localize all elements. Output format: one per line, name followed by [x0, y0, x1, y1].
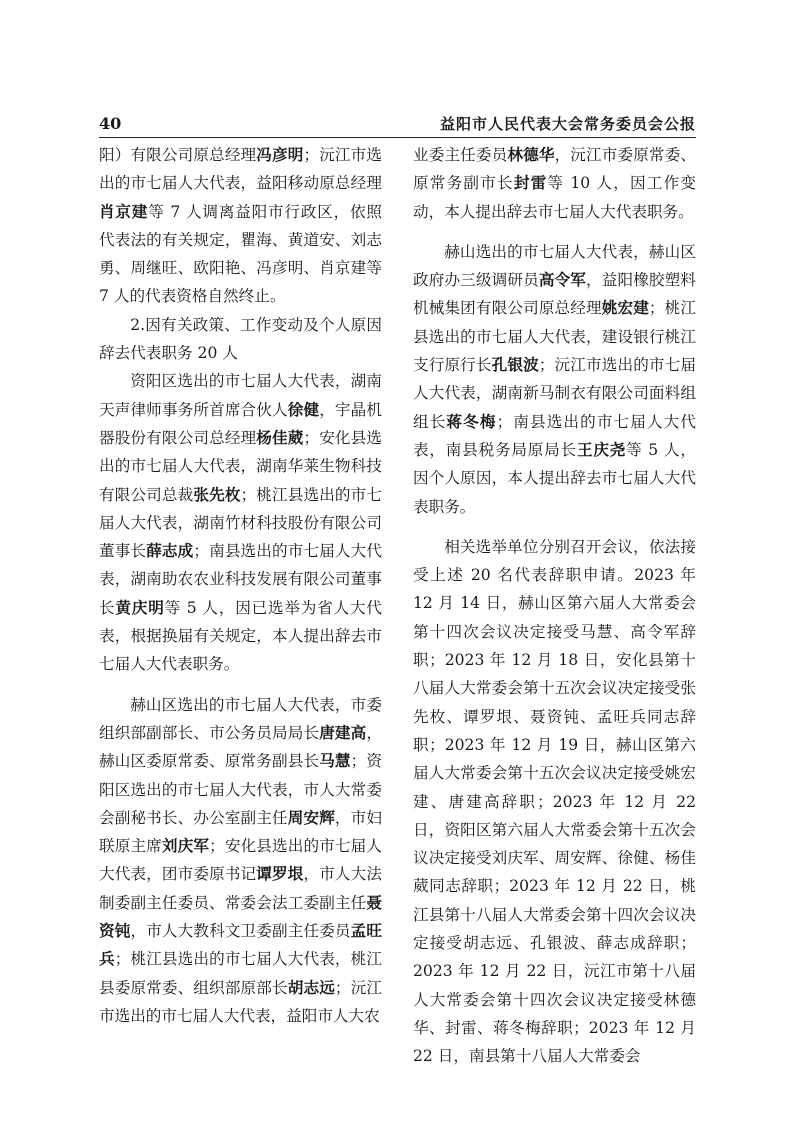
person-name: 刘庆军 — [161, 836, 210, 856]
person-name: 杨佳葳 — [256, 427, 304, 447]
page-number: 40 — [99, 114, 122, 133]
person-name: 孔银波 — [491, 355, 539, 375]
section-heading: 2.因有关政策、工作变动及个人原因辞去代表职务 20 人 — [99, 315, 382, 363]
person-name: 肖京建 — [99, 201, 149, 221]
right-column — [413, 141, 696, 1071]
person-name: 徐健 — [287, 399, 320, 419]
paragraph-provincial-election: 资阳区选出的市七届人大代表，湖南天声律师事务所首席合伙人徐健，宇晶机器股份有限公司总经理杨佳葳；安化县选出的市七届人大代表，湖南华莱生物科技有限公司总裁张先枚；桃江县选出的市七届人大代表，湖南竹材科技股份有限公司董事长薛志成；南县选出的市七届人大代表，湖南助农农业科技发展有限公司董事长黄庆明等 5 人，因已选举为省人大代表，根据换届有关规定，本人提出辞去市七届人大代表职务。 — [99, 372, 382, 674]
person-name: 聂资钝 — [99, 892, 382, 941]
page-header — [99, 114, 696, 136]
header-divider — [99, 137, 696, 138]
person-name: 林德华 — [507, 145, 555, 164]
person-name: 谭罗垠 — [256, 864, 304, 884]
person-name: 薛志成 — [146, 541, 194, 561]
person-name: 马慧 — [319, 751, 351, 771]
paragraph-work-changes-cont: 业委主任委员林德华，沅江市委原常委、原常务副市长封雷等 10 人，因工作变动，本人提出辞去市七届人大代表职务。 — [413, 145, 696, 221]
person-name: 高令军 — [538, 270, 587, 290]
person-name: 封雷 — [513, 173, 548, 193]
paragraph-resignation-acceptance: 相关选举单位分别召开会议，依法接受上述 20 名代表辞职申请。2023 年 12 月 14 日，赫山区第六届人大常委会第十四次会议决定接受马慧、高令军辞职；2023 年 12 月 18 日，安化县第十八届人大常委会第十五次会议决定接受张先枚、谭罗垠、聂资钝、孟旺兵同志辞职；2023 年 12 月 19 日，赫山区第六届人大常委会第十五次会议决定接受姚宏建、唐建高辞职；2023 年 12 月 22 日，资阳区第六届人大常委会第十五次会议决定接受刘庆军、周安辉、徐健、杨佳葳同志辞职；2023 年 12 月 22 日，桃江县第十八届人大常委会第十四次会议决定接受胡志远、孔银波、薛志成辞职；2023 年 12 月 22 日，沅江市第十八届人大常委会第十四次会议决定接受林德华、封雷、蒋冬梅辞职；2023 年 12 月 22 日，南县第十八届人大常委会 — [413, 537, 696, 1066]
person-name: 姚宏建 — [601, 298, 649, 318]
paragraph-personal-reasons: 赫山选出的市七届人大代表，赫山区政府办三级调研员高令军，益阳橡胶塑料机械集团有限公司原总经理姚宏建；桃江县选出的市七届人大代表，建设银行桃江支行原行长孔银波；沅江市选出的市七届人大代表，湖南新马制衣有限公司面料组组长蒋冬梅；南县选出的市七届人大代表，南县税务局原局长王庆尧等 5 人，因个人原因，本人提出辞去市七届人大代表职务。 — [413, 242, 696, 516]
person-name: 黄庆明 — [115, 597, 165, 617]
person-name: 张先枚 — [193, 484, 241, 504]
paragraph-work-changes: 赫山区选出的市七届人大代表，市委组织部副部长、市公务员局局长唐建高，赫山区委原常委、原常务副县长马慧；资阳区选出的市七届人大代表，市人大常委会副秘书长、办公室副主任周安辉，市妇联原主席刘庆军；安化县选出的市七届人大代表，团市委原书记谭罗垠，市人大法制委副主任委员、常委会法工委副主任聂资钝，市人大教科文卫委副主任委员孟旺兵；桃江县选出的市七届人大代表，桃江县委原常委、组织部原部长胡志远；沅江市选出的市七届人大代表，益阳市人大农 — [99, 695, 382, 1025]
left-column — [99, 141, 382, 1030]
paragraph-terminations-cont: 阳）有限公司原总经理冯彦明；沅江市选出的市七届人大代表，益阳移动原总经理肖京建等 7 人调离益阳市行政区，依照代表法的有关规定，瞿海、黄道安、刘志勇、周继旺、欧阳艳、冯彦明、肖京建等 7 人的代表资格自然终止。 — [99, 145, 382, 306]
person-name: 冯彦明 — [256, 145, 304, 164]
journal-title: 益阳市人民代表大会常务委员会公报 — [439, 115, 696, 133]
person-name: 周安辉 — [287, 807, 335, 827]
person-name: 孟旺兵 — [99, 921, 382, 969]
person-name: 蒋冬梅 — [446, 411, 497, 431]
person-name: 唐建高 — [319, 722, 367, 742]
person-name: 王庆尧 — [576, 439, 627, 459]
person-name: 胡志远 — [287, 977, 335, 997]
